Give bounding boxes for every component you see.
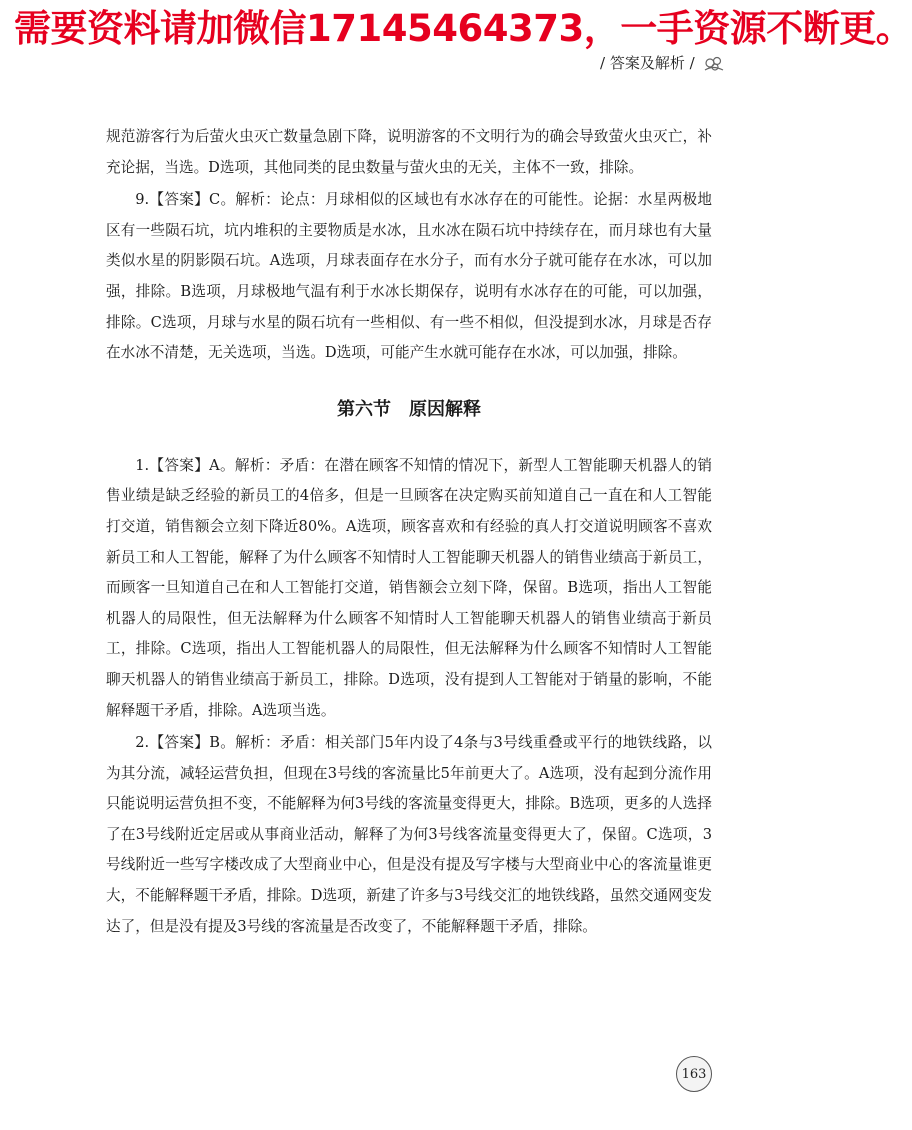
paragraph-continuation: 规范游客行为后萤火虫灭亡数量急剧下降，说明游客的不文明行为的确会导致萤火虫灭亡，补充论据，当选。D选项，其他同类的昆虫数量与萤火虫的无关，主体不一致，排除。 — [106, 128, 712, 176]
answer-text-body — [106, 122, 712, 942]
page-number: 163 — [676, 1056, 712, 1092]
section-title: 第六节 原因解释 — [337, 398, 481, 420]
answer-2-paragraph: 2.【答案】B。解析：矛盾：相关部门5年内设了4条与3号线重叠或平行的地铁线路，以为其分流，减轻运营负担，但现在3号线的客流量比5年前更大了。A选项，没有起到分流作用只能说明运营负担不变，不能解释为何3号线的客流量变得更大，排除。B选项，更多的人选择了在3号线附近定居或从事商业活动，解释了为何3号线客流量变得更大了，保留。C选项，3号线附近一些写字楼改成了大型商业中心，但是没有提及写字楼与大型商业中心的客流量谁更大，不能解释题干矛盾，排除。D选项，新建了许多与3号线交汇的地铁线路，虽然交通网变发达了，但是没有提及3号线的客流量是否改变了，不能解释题干矛盾，排除。 — [106, 734, 712, 935]
header-label: / 答案及解析 / — [600, 54, 695, 72]
answer-9-paragraph: 9.【答案】C。解析：论点：月球相似的区域也有水冰存在的可能性。论据：水星两极地区有一些陨石坑，坑内堆积的主要物质是水冰，且水冰在陨石坑中持续存在，而月球也有大量类似水星的阴影陨石坑。A选项，月球表面存在水分子，而有水分子就可能存在水冰，可以加强，排除。B选项，月球极地气温有利于水冰长期保存，说明有水冰存在的可能，可以加强，排除。C选项，月球与水星的陨石坑有一些相似、有一些不相似，但没提到水冰，月球是否存在水冰不清楚，无关选项，当选。D选项，可能产生水就可能存在水冰，可以加强，排除。 — [106, 191, 712, 362]
contact-banner: 需要资料请加微信17145464373，一手资源不断更。 — [14, 7, 912, 50]
flower-icon — [701, 53, 727, 73]
running-header — [600, 52, 727, 73]
answer-1-paragraph: 1.【答案】A。解析：矛盾：在潜在顾客不知情的情况下，新型人工智能聊天机器人的销售业绩是缺乏经验的新员工的4倍多，但是一旦顾客在决定购买前知道自己一直在和人工智能打交道，销售额会立刻下降近80%。A选项，顾客喜欢和有经验的真人打交道说明顾客不喜欢新员工和人工智能，解释了为什么顾客不知情时人工智能聊天机器人的销售业绩高于新员工，而顾客一旦知道自己在和人工智能打交道，销售额会立刻下降，保留。B选项，指出人工智能机器人的局限性，但无法解释为什么顾客不知情时人工智能聊天机器人的销售业绩高于新员工，排除。C选项，指出人工智能机器人的局限性，但无法解释为什么顾客不知情时人工智能聊天机器人的销售业绩高于新员工，排除。D选项，没有提到人工智能对于销量的影响，不能解释题干矛盾，排除。A选项当选。 — [106, 456, 712, 719]
